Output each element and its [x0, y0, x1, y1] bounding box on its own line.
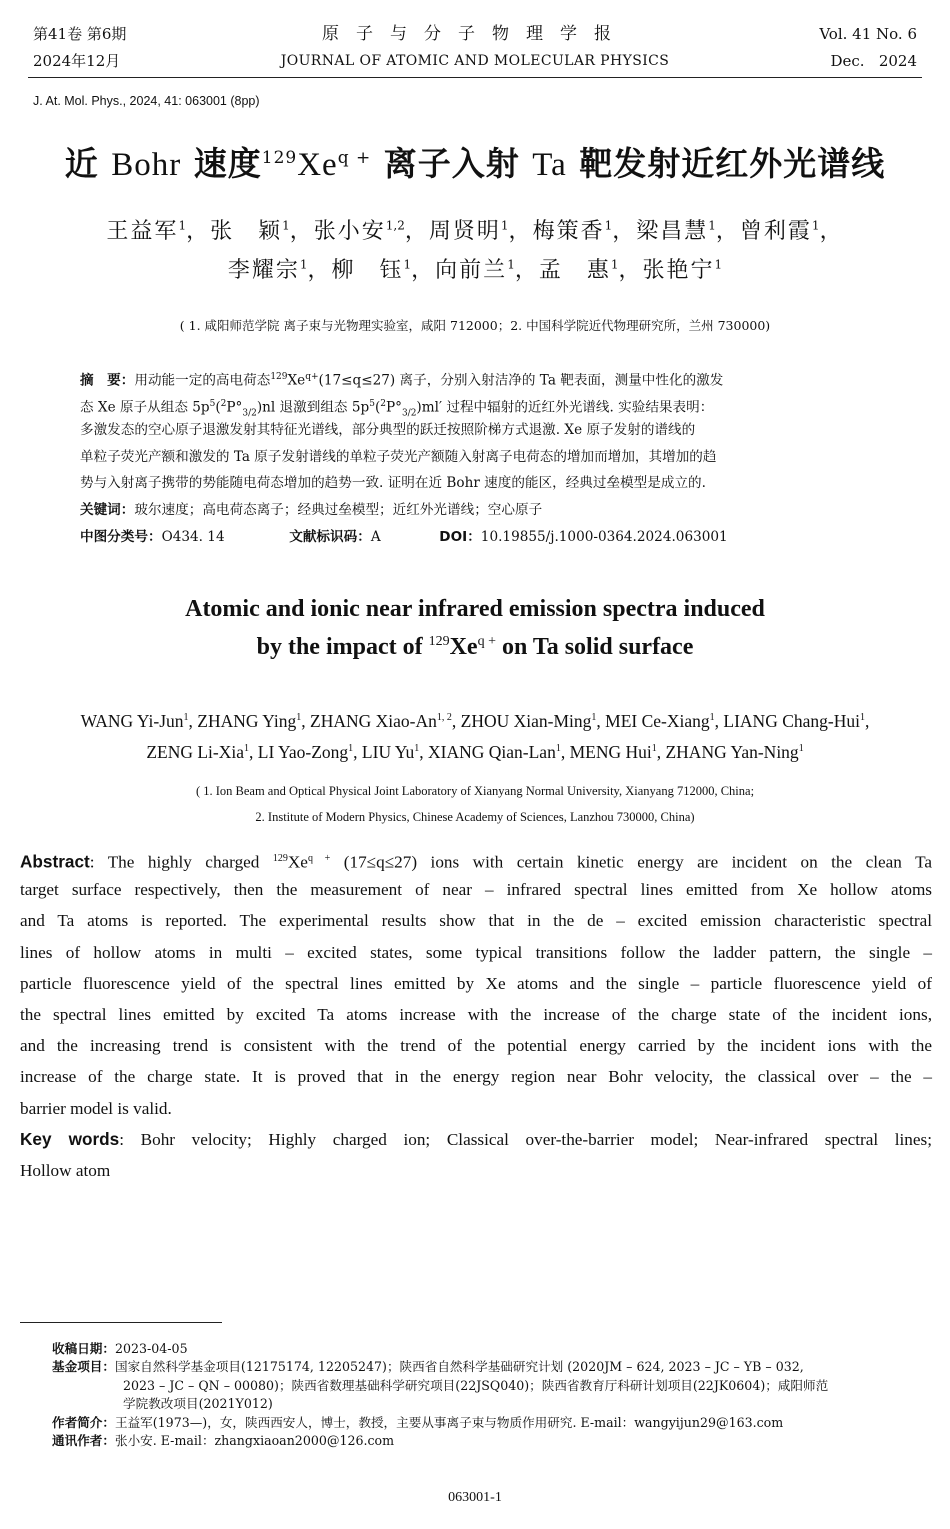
author-cn: 曾利霞$^1$ [739, 218, 820, 244]
journal-title-en: JOURNAL OF ATOMIC AND MOLECULAR PHYSICS [280, 53, 670, 69]
affiliation-cn: ( 1. 咸阳师范学院 离子束与光物理实验室，咸阳 712000；2. 中国科学院近代物理研究所，兰州 730000) [179, 318, 771, 333]
footnote-rule [20, 1322, 222, 1323]
author-en: WANG Yi-Jun$^1$ [80, 711, 189, 731]
abstract-en-line: target surface respectively, then the measurement of near – infrared spectral lines emitted from Xe hollow atoms [20, 880, 932, 900]
author-cn: 王益军$^1$ [106, 218, 187, 244]
abstract-cn-line: 势与入射离子携带的势能随电荷态增加的趋势一致. 证明在近 Bohr 速度的能区，经典过垒模型是成立的. [80, 475, 706, 492]
footnote-fund: 基金项目：国家自然科学基金项目(12175174, 12205247)；陕西省自然科学基础研究计划 (2020JM – 624, 2023 – JC – YB – 032, [52, 1359, 804, 1375]
author-en: LIU Yu$^1$ [361, 742, 420, 762]
abstract-en-line: and the increasing trend is consistent with the trend of the potential energy carried by the incident ions with the [20, 1036, 932, 1056]
abstract-cn-line: 多激发态的空心原子退激发射其特征光谱线，部分典型的跃迁按照阶梯方式退激. Xe 原子发射的谱线的 [80, 422, 696, 439]
author-cn: 张艳宁$^1$ [642, 257, 723, 283]
abstract-cn [80, 364, 880, 550]
footnote-corresponding: 通讯作者：张小安. E-mail：zhangxiaoan2000@126.com [52, 1432, 395, 1448]
author-en: ZENG Li-Xia$^1$ [146, 742, 249, 762]
abstract-en-line: Abstract: The highly charged $^{129}Xe^{q +}$ (17≤q≤27) ions with certain kinetic energy are incident on the clean Ta [20, 851, 933, 872]
author-en: ZHANG Xiao-An$^{1, 2}$ [310, 711, 452, 731]
keywords-en: Key words: Bohr velocity; Highly charged ion; Classical over-the-barrier model; Near-infrared spectral lines; [20, 1128, 932, 1149]
author-en: ZHANG Ying$^1$ [197, 711, 302, 731]
footnote-fund-line: 学院教改项目(2021Y012) [123, 1396, 273, 1412]
author-cn: 柳 钰$^1$ [331, 257, 412, 283]
page-number: 063001-1 [448, 1490, 502, 1505]
author-cn: 孟 惠$^1$ [538, 257, 619, 283]
title-en-line2: by the impact of $^{129}Xe^{q +}$ on Ta solid surface [256, 634, 694, 660]
author-cn: 张小安$^{1,2}$ [313, 218, 405, 244]
abstract-en-line: particle fluorescence yield of the spectral lines emitted by Xe atoms and the single – particle fluorescence yield of [20, 973, 932, 993]
header-date-cn: 2024年12月 [33, 52, 121, 70]
author-en: ZHANG Yan-Ning$^1$ [665, 742, 804, 762]
keywords-en-line: Hollow atom [20, 1160, 111, 1180]
footnote-received: 收稿日期：2023-04-05 [52, 1341, 188, 1356]
author-en: LIANG Chang-Hui$^1$ [723, 711, 865, 731]
author-cn: 向前兰$^1$ [435, 257, 515, 283]
keywords-cn-label: 关键词： [80, 501, 135, 518]
footnote-fund-line: 2023 – JC – QN – 00080)；陕西省数理基础科学研究项目(22JSQ040)；陕西省教育厅科研计划项目(22JK0604)；咸阳师范 [123, 1377, 829, 1393]
abstract-cn-line: 态 Xe 原子从组态 $5p^5(^2P^\circ_{3/2})nl$ 退激到组态 $5p^5(^2P^\circ_{3/2})ml'$ 过程中辐射的近红外光谱线. 实验结果表明： [80, 398, 714, 418]
abstract-en-line: and Ta atoms is reported. The experimental results show that in the de – excited emission characteristic spectral [20, 911, 932, 931]
affiliation-en-line2: 2. Institute of Modern Physics, Chinese Academy of Sciences, Lanzhou 730000, China) [255, 810, 695, 824]
keywords-en-label: Key words [20, 1128, 120, 1149]
author-cn: 李耀宗$^1$ [227, 257, 308, 283]
author-cn: 周贤明$^1$ [428, 218, 509, 244]
authors-cn-line2: 李耀宗$^1$，柳 钰$^1$，向前兰$^1$，孟 惠$^1$，张艳宁$^1$ [227, 257, 723, 283]
header-date-en: Dec. 2024 [830, 52, 917, 70]
authors-en-line2: ZENG Li-Xia$^1$, LI Yao-Zong$^1$, LIU Yu$^1$, XIANG Qian-Lan$^1$, MENG Hui$^1$, ZHANG Yan-Ning$^1$ [146, 742, 804, 762]
author-en: XIANG Qian-Lan$^1$ [428, 742, 561, 762]
authors-en-line1: WANG Yi-Jun$^1$, ZHANG Ying$^1$, ZHANG Xiao-An$^{1, 2}$, ZHOU Xian-Ming$^1$, MEI Ce-Xiang$^1$, LIANG Chang-Hui$^1$, [80, 711, 870, 731]
title-en-line1: Atomic and ionic near infrared emission spectra induced [185, 596, 765, 622]
abstract-cn-label: 摘 要： [80, 372, 135, 389]
abstract-en-line: barrier model is valid. [20, 1098, 172, 1118]
journal-title-cn: 原子与分子物理学报 [322, 24, 628, 44]
classification-cn: 中图分类号：O434. 14 文献标识码：A DOI：10.19855/j.1000-0364.2024.063001 [80, 528, 728, 545]
doi-link[interactable]: 10.19855/j.1000-0364.2024.063001 [480, 528, 728, 545]
abstract-en-line: increase of the charge state. It is proved that in the energy region near Bohr velocity, the classical over – the – [20, 1067, 932, 1087]
keywords-cn: 关键词：玻尔速度；高电荷态离子；经典过垒模型；近红外光谱线；空心原子 [80, 501, 543, 518]
author-en: MENG Hui$^1$ [569, 742, 657, 762]
header-rule [28, 77, 922, 78]
header-volume-en: Vol. 41 No. 6 [819, 25, 917, 43]
abstract-en-line: the spectral lines emitted by excited Ta atoms increase with the increase of the charge state of the incident ions, [20, 1004, 932, 1024]
abstract-en-line: lines of hollow atoms in multi – excited states, some typical transitions follow the ladder pattern, the single – [20, 942, 932, 962]
author-cn: 张 颖$^1$ [210, 218, 290, 244]
affiliation-en-line1: ( 1. Ion Beam and Optical Physical Joint Laboratory of Xianyang Normal University, Xianyang 712000, China; [195, 784, 755, 798]
author-cn: 梁昌慧$^1$ [636, 218, 716, 244]
abstract-cn-line: 摘 要：用动能一定的高电荷态$^{129}Xe^{q+}(17\le q\le 27)$ 离子，分别入射洁净的 Ta 靶表面，测量中性化的激发 [80, 372, 724, 389]
author-en: MEI Ce-Xiang$^1$ [605, 711, 715, 731]
abstract-en-label: Abstract [20, 851, 90, 872]
author-en: LI Yao-Zong$^1$ [257, 742, 354, 762]
footnotes [52, 1340, 932, 1450]
abstract-en [20, 843, 932, 1186]
header-volume-cn: 第41卷 第6期 [33, 25, 127, 43]
authors-cn-line1: 王益军$^1$，张 颖$^1$，张小安$^{1,2}$，周贤明$^1$，梅策香$^1$，梁昌慧$^1$，曾利霞$^1$， [106, 218, 844, 244]
author-en: ZHOU Xian-Ming$^1$ [460, 711, 597, 731]
abstract-cn-line: 单粒子荧光产额和激发的 Ta 原子发射谱线的单粒子荧光产额随入射离子电荷态的增加而增加，其增加的趋 [80, 448, 717, 465]
footnote-author: 作者简介：王益军(1973—)，女，陕西西安人，博士，教授，主要从事离子束与物质作用研究. E-mail：wangyijun29@163.com [52, 1414, 784, 1430]
title-cn: 近 Bohr 速度$^{129}Xe^{q +}$ 离子入射 Ta 靶发射近红外光谱线 [64, 144, 886, 183]
author-cn: 梅策香$^1$ [532, 218, 613, 244]
citation: J. At. Mol. Phys., 2024, 41: 063001 (8pp) [33, 94, 260, 108]
